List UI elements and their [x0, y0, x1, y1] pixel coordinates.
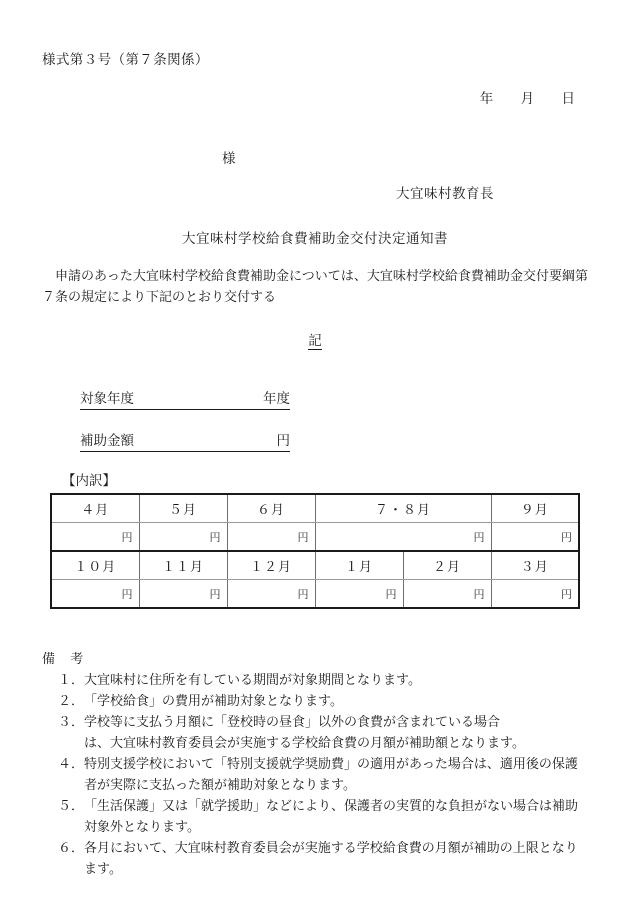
body-paragraph [42, 265, 588, 307]
month-cell: １１月 [139, 551, 227, 580]
amount-cell[interactable]: 円 [227, 523, 315, 552]
breakdown-label: 【内訳】 [62, 473, 116, 488]
note-item [42, 690, 602, 711]
notes-label: 備 考 [42, 651, 90, 666]
month-cell: １月 [315, 551, 403, 580]
amount-cell[interactable]: 円 [491, 523, 579, 552]
month-cell: ５月 [139, 494, 227, 523]
note-line-2: は、大宜味村教育委員会が実施する学校給食費の月額が補助額となります。 [84, 735, 525, 750]
note-item [42, 795, 602, 837]
note-number: ５． [58, 798, 85, 813]
amount-cell[interactable]: 円 [51, 580, 139, 609]
amount-cell[interactable]: 円 [139, 523, 227, 552]
month-cell: ９月 [491, 494, 579, 523]
amount-cell[interactable]: 円 [315, 580, 403, 609]
table-row-values-first-half [51, 523, 579, 552]
note-line-1: 特別支援学校において「特別支援就学奨励費」の適用があった場合は、適用後の保護 [84, 756, 578, 771]
month-cell: １０月 [51, 551, 139, 580]
subsidy-amount-unit: 円 [276, 433, 290, 448]
month-cell: １２月 [227, 551, 315, 580]
ki-heading [0, 329, 630, 349]
month-cell: ７・８月 [315, 494, 491, 523]
note-number: ６． [58, 840, 85, 855]
note-text [84, 837, 602, 879]
note-text [84, 669, 602, 690]
table-row-values-second-half [51, 580, 579, 609]
note-item [42, 753, 602, 795]
table-row-months-first-half [51, 494, 579, 523]
note-number: ２． [58, 693, 85, 708]
body-paragraph-line-2: より下記のとおり交付する [120, 289, 277, 304]
note-text [84, 711, 602, 753]
date-year-label: 年 [479, 91, 494, 106]
note-text [84, 753, 602, 795]
note-line-1: 大宜味村に住所を有している期間が対象期間となります。 [84, 672, 421, 687]
note-text [84, 690, 602, 711]
body-paragraph-line-1: 申請のあった大宜味村学校給食費補助金については、大宜味村学校給食費補助金交付要綱第７条の規定に [42, 268, 588, 304]
target-year-field[interactable] [80, 387, 290, 410]
amount-cell[interactable]: 円 [139, 580, 227, 609]
note-number: １． [58, 672, 85, 687]
note-text [84, 795, 602, 837]
date-line [480, 87, 575, 107]
month-cell: ３月 [491, 551, 579, 580]
amount-cell[interactable]: 円 [51, 523, 139, 552]
subsidy-amount-label: 補助金額 [80, 433, 134, 448]
notes-section [42, 648, 602, 879]
table-row-months-second-half [51, 551, 579, 580]
note-item [42, 837, 602, 879]
month-cell: ２月 [403, 551, 491, 580]
form-number: 様式第３号（第７条関係） [42, 52, 209, 67]
note-line-2: ます。 [84, 861, 122, 876]
note-number: ３． [58, 714, 85, 729]
document-title: 大宜味村学校給食費補助金交付決定通知書 [182, 231, 448, 246]
amount-cell[interactable]: 円 [491, 580, 579, 609]
target-year-unit: 年度 [263, 391, 290, 406]
note-line-1: 「学校給食」の費用が補助対象となります。 [84, 693, 343, 708]
note-number: ４． [58, 756, 85, 771]
amount-cell[interactable]: 円 [315, 523, 491, 552]
subsidy-amount-field[interactable] [80, 429, 290, 452]
note-line-1: 「生活保護」又は「就学援助」などにより、保護者の実質的な負担がない場合は補助 [84, 798, 579, 813]
monthly-breakdown-table [50, 493, 580, 609]
note-line-2: 者が実際に支払った額が補助対象となります。 [84, 777, 356, 792]
addressee-honorific: 様 [222, 151, 236, 166]
date-month-label: 月 [520, 91, 535, 106]
note-line-1: 各月において、大宜味村教育委員会が実施する学校給食費の月額が補助の上限となり [84, 840, 578, 855]
note-item [42, 711, 602, 753]
note-item [42, 669, 602, 690]
month-cell: ４月 [51, 494, 139, 523]
date-day-label: 日 [561, 91, 575, 106]
issuer-name: 大宜味村教育長 [396, 186, 494, 201]
target-year-label: 対象年度 [80, 391, 134, 406]
amount-cell[interactable]: 円 [403, 580, 491, 609]
note-line-1: 学校等に支払う月額に「登校時の昼食」以外の食費が含まれている場合 [84, 714, 501, 729]
ki-heading-text: 記 [308, 333, 322, 348]
month-cell: ６月 [227, 494, 315, 523]
note-line-2: 対象外となります。 [84, 819, 200, 834]
amount-cell[interactable]: 円 [227, 580, 315, 609]
